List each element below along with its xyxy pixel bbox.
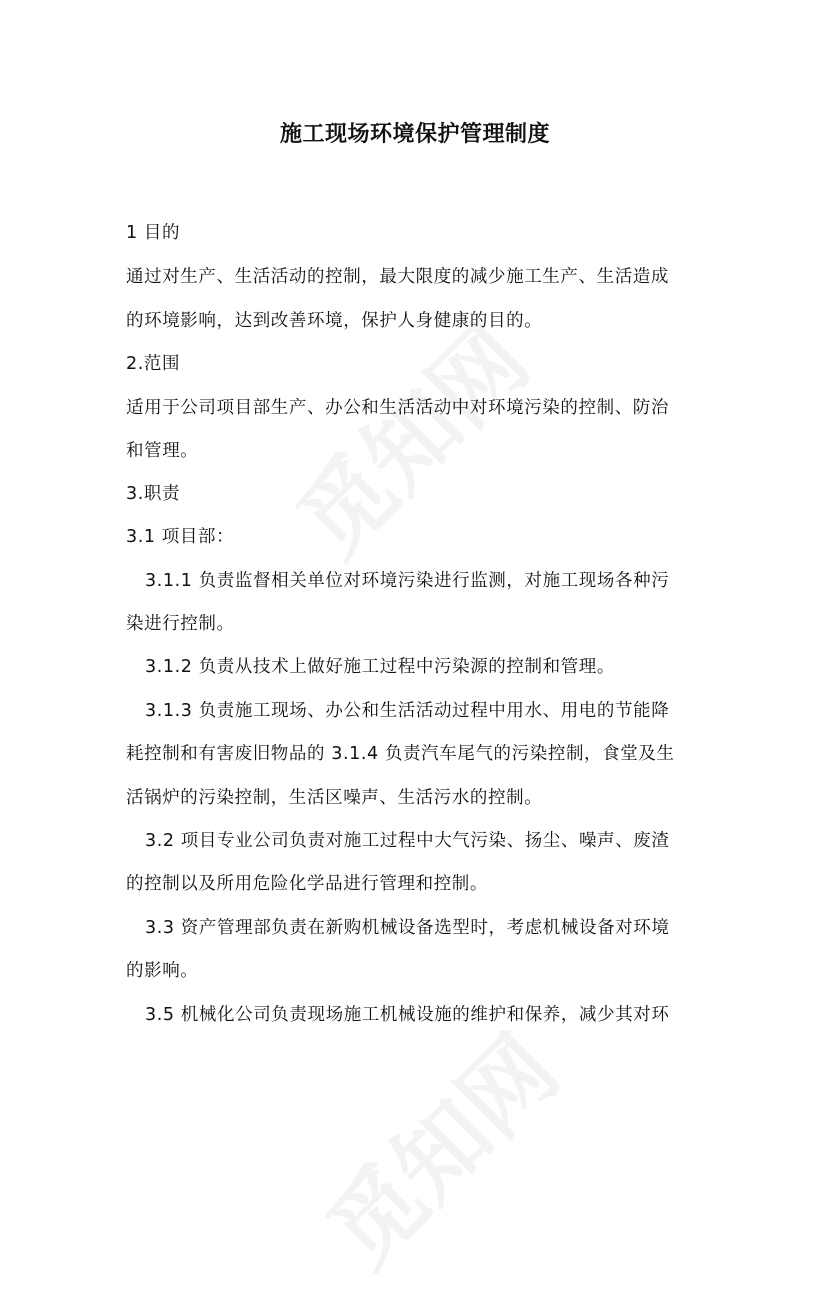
paragraph-line: 3.1.3 负责施工现场、办公和生活活动过程中用水、用电的节能降 [145,701,670,721]
paragraph-line: 适用于公司项目部生产、办公和生活活动中对环境污染的控制、防治 [126,398,669,418]
watermark-logo [294,1002,583,1290]
paragraph-line: 活锅炉的污染控制，生活区噪声、生活污水的控制。 [126,788,543,808]
paragraph-line: 染进行控制。 [126,614,235,634]
section-heading-purpose: 1 目的 [126,223,181,243]
paragraph-line: 3.2 项目专业公司负责对施工过程中大气污染、扬尘、噪声、废渣 [145,831,670,851]
paragraph-line: 的控制以及所用危险化学品进行管理和控制。 [126,874,488,894]
paragraph-line: 3.1.2 负责从技术上做好施工过程中污染源的控制和管理。 [145,657,615,677]
section-heading-scope: 2.范围 [126,354,181,374]
subsection-heading: 3.1 项目部： [126,527,235,547]
paragraph-line: 3.3 资产管理部负责在新购机械设备选型时，考虑机械设备对环境 [145,918,670,938]
document-title: 施工现场环境保护管理制度 [279,122,550,147]
section-heading-duties: 3.职责 [126,484,181,504]
paragraph-line: 3.5 机械化公司负责现场施工机械设施的维护和保养，减少其对环 [145,1005,670,1025]
paragraph-line: 3.1.1 负责监督相关单位对环境污染进行监测，对施工现场各种污 [145,571,670,591]
paragraph-line: 的环境影响，达到改善环境，保护人身健康的目的。 [126,311,543,331]
paragraph-line: 通过对生产、生活活动的控制，最大限度的减少施工生产、生活造成 [126,267,669,287]
paragraph-line: 和管理。 [126,441,199,461]
paragraph-line: 的影响。 [126,961,199,981]
paragraph-line: 耗控制和有害废旧物品的 3.1.4 负责汽车尾气的污染控制，食堂及生 [126,744,675,764]
